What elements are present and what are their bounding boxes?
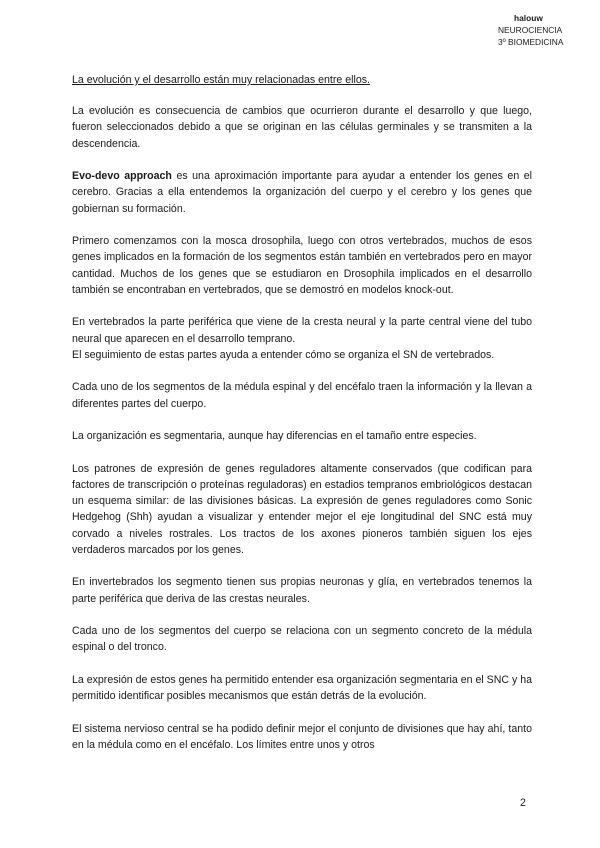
- header-course: NEUROCIENCIA: [498, 25, 563, 35]
- paragraph-invertebrates: En invertebrados los segmento tienen sus propias neuronas y glía, en vertebrados tenemos la parte periférica que deriva de las crestas neurales.: [72, 576, 532, 605]
- paragraph-gene-expression: La expresión de estos genes ha permitido entender esa organización segmentaria en el SNC y ha permitido identificar posibles mecanismos que están detrás de la evolución.: [72, 674, 532, 703]
- page-number: 2: [520, 797, 526, 809]
- header-year: 3º BIOMEDICINA: [498, 37, 564, 47]
- paragraph-body-segments: Cada uno de los segmentos del cuerpo se relaciona con un segmento concreto de la médula espinal o del tronco.: [72, 625, 532, 654]
- header-author: halouw: [514, 13, 543, 23]
- paragraph-sn-organization: El seguimiento de estas partes ayuda a entender cómo se organiza el SN de vertebrados.: [72, 348, 495, 361]
- paragraph-cns-divisions: El sistema nervioso central se ha podido definir mejor el conjunto de divisiones que hay ahí, tanto en la médula como en el encéfalo. Los límites entre unos y otros: [72, 722, 532, 751]
- evo-devo-text: es una aproximación importante para ayudar a entender los genes en el cerebro. Gracias a ella entendemos la organización del cuerpo y el cerebro y los genes que gobiernan su formación.: [72, 170, 532, 215]
- paragraph-drosophila: Primero comenzamos con la mosca drosophila, luego con otros vertebrados, muchos de esos genes implicados en la formación de los segmentos están también en vertebrados pero en mayor cantidad. Muchos de los genes que se estudiaron en Drosophila implicados en el desarrollo también se encontraban en vertebrados, que se demostró en modelos knock-out.: [72, 235, 532, 296]
- section-title: La evolución y el desarrollo están muy relacionadas entre ellos.: [72, 74, 370, 86]
- paragraph-gene-patterns: Los patrones de expresión de genes reguladores altamente conservados (que codifican para factores de transcripción o proteínas reguladoras) en estadios tempranos embriológicos destacan un esquema similar: de las divisiones básicas. La expresión de genes reguladores como Sonic Hedgehog (Shh) ayudan a visualizar y entender mejor el eje longitudinal del SNC está muy corvado a niveles rostrales. Los tractos de los axones pioneros también siguen los ejes verdaderos marcados por los genes.: [72, 462, 532, 556]
- paragraph-evo-devo: [72, 168, 532, 217]
- paragraph-vertebrates: En vertebrados la parte periférica que viene de la cresta neural y la parte central viene del tubo neural que aparecen en el desarrollo temprano.: [72, 316, 532, 345]
- document-body: [72, 72, 532, 770]
- paragraph-segmentary: La organización es segmentaria, aunque hay diferencias en el tamaño entre especies.: [72, 430, 477, 443]
- paragraph-evolution: La evolución es consecuencia de cambios que ocurrieron durante el desarrollo y que luego, fueron seleccionados debido a que se originan en las células germinales y se transmiten a la descendencia.: [72, 105, 532, 150]
- page-header: [492, 12, 592, 48]
- evo-devo-term: Evo-devo approach: [72, 170, 172, 183]
- paragraph-segments: Cada uno de los segmentos de la médula espinal y del encéfalo traen la información y la llevan a diferentes partes del cuerpo.: [72, 381, 532, 410]
